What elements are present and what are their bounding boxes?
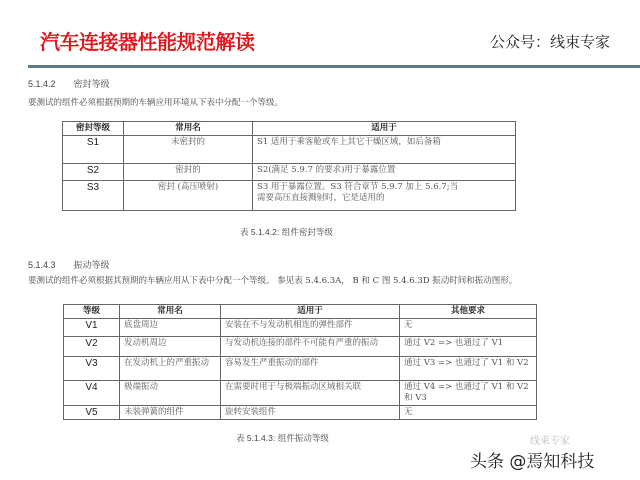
applies-cell: S3 用于暴露位置。S3 符合章节 5.9.7 加上 5.6.7;当需要高压直接溅射时，它是适用的 <box>253 181 516 211</box>
name-cell: 极端振动 <box>120 381 221 406</box>
level-cell: V1 <box>64 319 120 337</box>
table-header: 等级 <box>64 305 120 319</box>
other-cell: 通过 V2 => 也通过了 V1 <box>400 337 537 357</box>
applies-cell: S2(满足 5.9.7 的要求)用于暴露位置 <box>253 164 516 181</box>
section-number: 5.1.4.2 <box>28 79 56 89</box>
name-cell: 底盘周边 <box>120 319 221 337</box>
name-cell: 密封的 <box>124 164 253 181</box>
section-title: 密封等级 <box>73 80 110 90</box>
other-cell: 无 <box>400 319 537 337</box>
applies-cell: 安装在不与发动机相连的弹性部件 <box>221 319 400 337</box>
applies-cell: 在需要时用于与极端振动区域相关联 <box>221 381 400 406</box>
table-row <box>64 319 537 337</box>
applies-cell: 容易发生严重振动的部件 <box>221 357 400 381</box>
level-cell: S1 <box>63 136 124 164</box>
name-cell: 密封 (高压喷射) <box>124 181 253 211</box>
other-cell: 无 <box>400 406 537 420</box>
table-caption <box>236 432 329 445</box>
table-header: 其他要求 <box>400 305 537 319</box>
other-cell: 通过 V4 => 也通过了 V1 和 V2 和 V3 <box>400 381 537 406</box>
level-cell: V3 <box>64 357 120 381</box>
caption-text: 组件密封等级 <box>281 228 333 238</box>
table-row <box>63 181 516 211</box>
level-cell: S2 <box>63 164 124 181</box>
table-header: 常用名 <box>124 122 253 136</box>
section-number: 5.1.4.3 <box>28 260 56 270</box>
table-row <box>63 136 516 164</box>
name-cell: 未密封的 <box>124 136 253 164</box>
other-cell: 通过 V3 => 也通过了 V1 和 V2 <box>400 357 537 381</box>
table-header: 密封等级 <box>63 122 124 136</box>
table-header: 适用于 <box>221 305 400 319</box>
vibration-table <box>63 304 537 420</box>
name-cell: 发动机周边 <box>120 337 221 357</box>
caption-number: 表 5.1.4.2: <box>240 227 280 237</box>
level-cell: V2 <box>64 337 120 357</box>
header-divider <box>28 65 640 68</box>
section-intro: 要测试的组件必须根据预期的车辆应用环境从下表中分配一个等级。 <box>28 98 284 108</box>
table-header: 常用名 <box>120 305 221 319</box>
section-heading-sealing <box>28 78 110 91</box>
sealing-table <box>62 121 516 211</box>
caption-number: 表 5.1.4.3: <box>236 433 276 443</box>
page-title: 汽车连接器性能规范解读 <box>40 30 255 54</box>
section-heading-vibration <box>28 259 110 272</box>
applies-cell: S1 适用于乘客舱或车上其它干燥区域，如后备箱 <box>253 136 516 164</box>
table-row <box>64 406 537 420</box>
name-cell: 未装弹簧的组件 <box>120 406 221 420</box>
level-cell: S3 <box>63 181 124 211</box>
faint-watermark: 线束专家 <box>530 436 570 447</box>
level-cell: V4 <box>64 381 120 406</box>
applies-cell: 旋转安装组件 <box>221 406 400 420</box>
section-intro: 要测试的组件必须根据其预期的车辆应用从下表中分配一个等级。 参见表 5.4.6.3A， B 和 C 图 5.4.6.3D 振动时间和振动图形。 <box>28 276 518 286</box>
table-row <box>64 337 537 357</box>
caption-text: 组件振动等级 <box>277 434 329 444</box>
level-cell: V5 <box>64 406 120 420</box>
table-header: 适用于 <box>253 122 516 136</box>
section-title: 振动等级 <box>73 261 110 271</box>
table-row <box>64 357 537 381</box>
table-row <box>64 381 537 406</box>
table-row <box>63 164 516 181</box>
name-cell: 在发动机上的严重振动 <box>120 357 221 381</box>
applies-cell: 与发动机连接的部件不可能有严重的振动 <box>221 337 400 357</box>
watermark: 头条 @焉知科技 <box>470 452 595 472</box>
table-caption <box>240 226 333 239</box>
account-label: 公众号：线束专家 <box>490 33 611 51</box>
